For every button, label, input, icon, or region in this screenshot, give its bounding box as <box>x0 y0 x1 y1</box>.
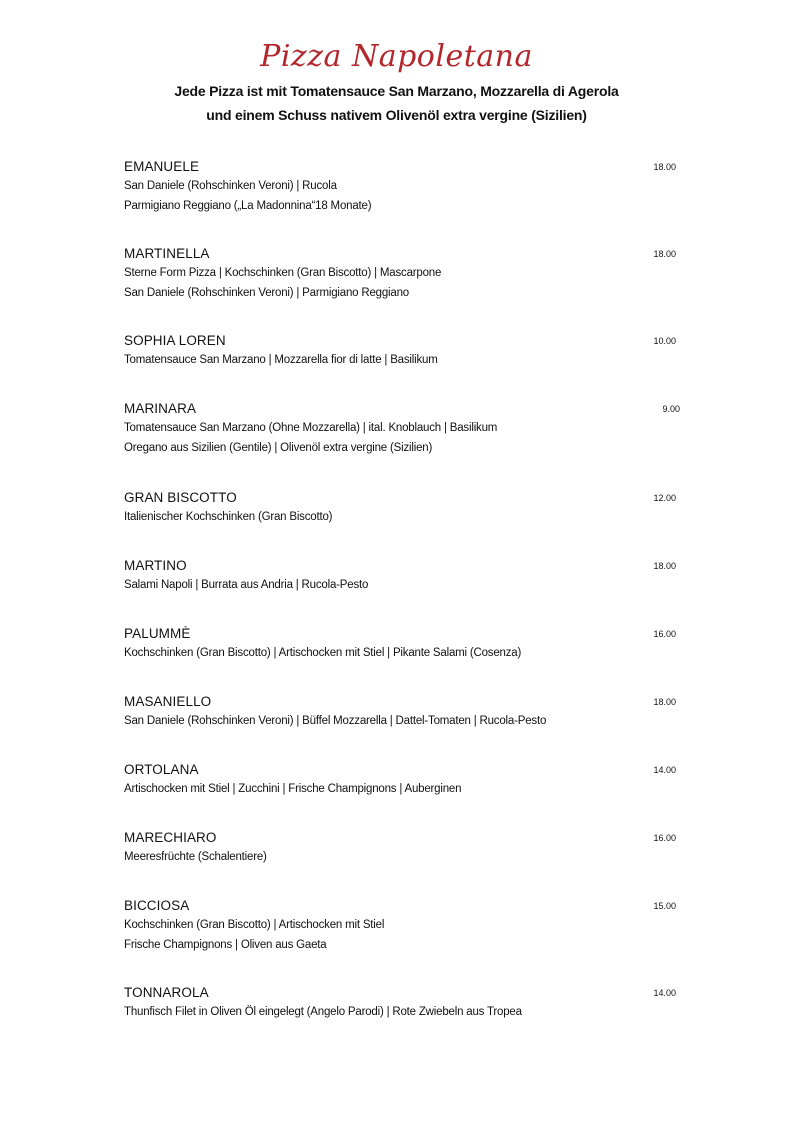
menu-item-description: Tomatensauce San Marzano | Mozzarella fior di latte | Basilikum <box>124 354 438 366</box>
menu-item-description: Sterne Form Pizza | Kochschinken (Gran Biscotto) | Mascarpone <box>124 267 442 279</box>
menu-item-description: Frische Champignons | Oliven aus Gaeta <box>124 939 327 951</box>
menu-item <box>124 158 676 216</box>
menu-item-description: Kochschinken (Gran Biscotto) | Artischocken mit Stiel | Pikante Salami (Cosenza) <box>124 647 522 659</box>
menu-item-name: MARECHIARO <box>124 830 217 845</box>
menu-item-price: 9.00 <box>662 404 680 414</box>
menu-item-price: 14.00 <box>653 988 676 998</box>
menu-item <box>124 557 676 595</box>
subtitle-line-1: Jede Pizza ist mit Tomatensauce San Marzano, Mozzarella di Agerola <box>174 83 619 99</box>
menu-item-name: MASANIELLO <box>124 694 212 709</box>
menu-item-price: 16.00 <box>653 629 676 639</box>
menu-item-description: Meeresfrüchte (Schalentiere) <box>124 851 267 863</box>
menu-item-price: 18.00 <box>653 249 676 259</box>
menu-item-price: 18.00 <box>653 561 676 571</box>
menu-item-price: 10.00 <box>653 336 676 346</box>
menu-item-name: MARTINO <box>124 558 187 573</box>
menu-item-name: TONNAROLA <box>124 985 209 1000</box>
menu-item-name: MARINARA <box>124 401 197 416</box>
menu-item-name: GRAN BISCOTTO <box>124 490 237 505</box>
menu-item-name: SOPHIA LOREN <box>124 333 226 348</box>
menu-item <box>124 693 676 731</box>
menu-item-price: 16.00 <box>653 833 676 843</box>
menu-item-description: San Daniele (Rohschinken Veroni) | Parmigiano Reggiano <box>124 287 409 299</box>
menu-item-name: MARTINELLA <box>124 246 210 261</box>
page-title: Pizza Napoletana <box>260 39 533 74</box>
menu-item-description: Italienischer Kochschinken (Gran Biscotto) <box>124 511 333 523</box>
menu-item-description: Salami Napoli | Burrata aus Andria | Rucola-Pesto <box>124 579 369 591</box>
menu-item-name: EMANUELE <box>124 159 200 174</box>
menu-item-description: Kochschinken (Gran Biscotto) | Artischocken mit Stiel <box>124 919 385 931</box>
menu-item-name: BICCIOSA <box>124 898 190 913</box>
menu-item-price: 18.00 <box>653 162 676 172</box>
menu-item <box>124 400 680 458</box>
menu-item <box>124 984 676 1022</box>
menu-item <box>124 761 676 799</box>
menu-item-price: 18.00 <box>653 697 676 707</box>
menu-item <box>124 829 676 867</box>
menu-item-description: Artischocken mit Stiel | Zucchini | Frische Champignons | Auberginen <box>124 783 462 795</box>
menu-item <box>124 332 676 370</box>
menu-item-description: San Daniele (Rohschinken Veroni) | Rucola <box>124 180 337 192</box>
menu-item-price: 15.00 <box>653 901 676 911</box>
menu-item-description: Tomatensauce San Marzano (Ohne Mozzarella) | ital. Knoblauch | Basilikum <box>124 422 498 434</box>
menu-item <box>124 489 676 527</box>
menu-item <box>124 245 676 303</box>
menu-item-price: 14.00 <box>653 765 676 775</box>
subtitle-line-2: und einem Schuss nativem Olivenöl extra vergine (Sizilien) <box>206 107 587 123</box>
menu-item-description: San Daniele (Rohschinken Veroni) | Büffel Mozzarella | Dattel-Tomaten | Rucola-Pesto <box>124 715 547 727</box>
menu-item-description: Thunfisch Filet in Oliven Öl eingelegt (Angelo Parodi) | Rote Zwiebeln aus Tropea <box>124 1006 522 1018</box>
menu-item-name: ORTOLANA <box>124 762 199 777</box>
menu-item-name: PALUMMÈ <box>124 626 191 641</box>
menu-item <box>124 625 676 663</box>
menu-item-price: 12.00 <box>653 493 676 503</box>
menu-item <box>124 897 676 955</box>
menu-item-description: Oregano aus Sizilien (Gentile) | Olivenöl extra vergine (Sizilien) <box>124 442 433 454</box>
menu-item-description: Parmigiano Reggiano („La Madonnina“18 Monate) <box>124 200 372 212</box>
